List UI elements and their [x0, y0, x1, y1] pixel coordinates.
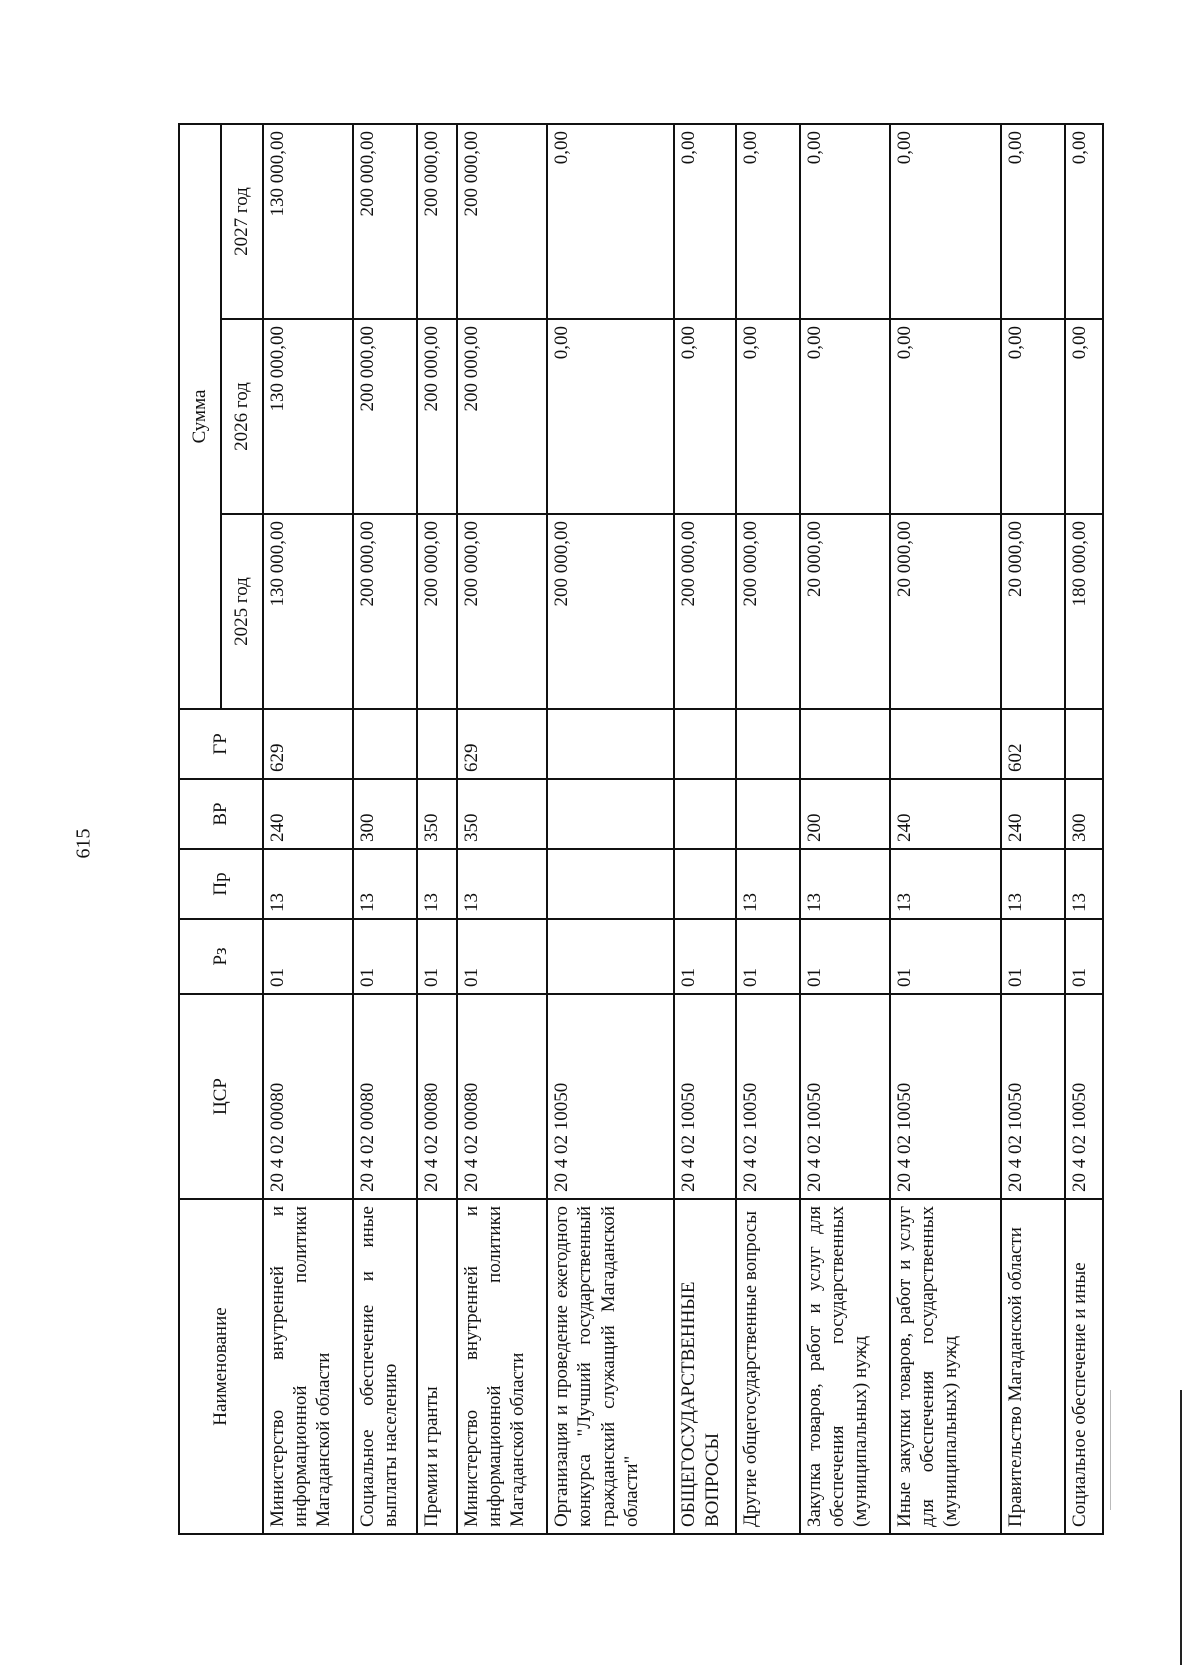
cell-rz: 01: [890, 919, 1001, 994]
cell-vr: 240: [890, 779, 1001, 849]
budget-table: [178, 123, 1104, 1535]
cell-csr: 20 4 02 00080: [417, 994, 457, 1199]
cell-gr: 629: [457, 709, 547, 779]
cell-y2027: 0,00: [674, 124, 736, 319]
cell-vr: 200: [800, 779, 890, 849]
cell-pr: [674, 849, 736, 919]
cell-y2025: 200 000,00: [353, 514, 417, 709]
scan-edge-line-faint: [1110, 1390, 1111, 1510]
cell-gr: [547, 709, 674, 779]
table-row: [547, 124, 674, 1534]
cell-y2026: 0,00: [547, 319, 674, 514]
cell-y2026: 0,00: [1001, 319, 1065, 514]
cell-gr: [800, 709, 890, 779]
cell-y2027: 0,00: [1065, 124, 1103, 319]
header-rz: Рз: [179, 919, 263, 994]
cell-csr: 20 4 02 00080: [457, 994, 547, 1199]
cell-rz: 01: [800, 919, 890, 994]
cell-rz: [547, 919, 674, 994]
cell-gr: [674, 709, 736, 779]
cell-y2027: 0,00: [800, 124, 890, 319]
cell-name: Правительство Магаданской области: [1001, 1199, 1065, 1534]
cell-vr: 350: [457, 779, 547, 849]
cell-y2025: 130 000,00: [263, 514, 353, 709]
cell-vr: [674, 779, 736, 849]
table-row: [800, 124, 890, 1534]
table-row: [457, 124, 547, 1534]
table-row: [263, 124, 353, 1534]
cell-csr: 20 4 02 10050: [736, 994, 800, 1199]
cell-y2027: 130 000,00: [263, 124, 353, 319]
cell-name: Министерство внутренней и информационной политики Магаданской области: [457, 1199, 547, 1534]
cell-name: Другие общегосударственные вопросы: [736, 1199, 800, 1534]
cell-gr: [353, 709, 417, 779]
cell-gr: [736, 709, 800, 779]
cell-y2027: 200 000,00: [457, 124, 547, 319]
header-sum: Сумма: [179, 124, 221, 709]
table-row: [1001, 124, 1065, 1534]
cell-rz: 01: [353, 919, 417, 994]
cell-csr: 20 4 02 10050: [800, 994, 890, 1199]
table-row: [1065, 124, 1103, 1534]
cell-csr: 20 4 02 10050: [890, 994, 1001, 1199]
cell-y2025: 20 000,00: [1001, 514, 1065, 709]
cell-y2026: 0,00: [1065, 319, 1103, 514]
cell-vr: 300: [353, 779, 417, 849]
cell-y2026: 200 000,00: [353, 319, 417, 514]
cell-rz: 01: [736, 919, 800, 994]
cell-pr: 13: [890, 849, 1001, 919]
cell-name: Министерство внутренней и информационной политики Магаданской области: [263, 1199, 353, 1534]
cell-pr: 13: [1065, 849, 1103, 919]
cell-pr: 13: [417, 849, 457, 919]
cell-name: Социальное обеспечение и иные: [1065, 1199, 1103, 1534]
cell-rz: 01: [674, 919, 736, 994]
header-csr: ЦСР: [179, 994, 263, 1199]
cell-y2026: 130 000,00: [263, 319, 353, 514]
cell-pr: 13: [263, 849, 353, 919]
cell-y2025: 180 000,00: [1065, 514, 1103, 709]
cell-gr: [417, 709, 457, 779]
cell-vr: 240: [1001, 779, 1065, 849]
cell-name: Организация и проведение ежегодного конкурса "Лучший государственный гражданский служащий Магаданской области": [547, 1199, 674, 1534]
header-name: Наименование: [179, 1199, 263, 1534]
cell-name: Закупка товаров, работ и услуг для обеспечения государственных (муниципальных) нужд: [800, 1199, 890, 1534]
cell-pr: 13: [800, 849, 890, 919]
cell-y2025: 200 000,00: [674, 514, 736, 709]
cell-csr: 20 4 02 00080: [263, 994, 353, 1199]
cell-y2025: 20 000,00: [890, 514, 1001, 709]
table-row: [890, 124, 1001, 1534]
cell-rz: 01: [417, 919, 457, 994]
header-gr: ГР: [179, 709, 263, 779]
cell-y2025: 200 000,00: [457, 514, 547, 709]
cell-y2026: 0,00: [800, 319, 890, 514]
cell-y2026: 0,00: [890, 319, 1001, 514]
cell-csr: 20 4 02 10050: [674, 994, 736, 1199]
scan-edge-line: [1180, 1390, 1182, 1665]
header-2027: 2027 год: [221, 124, 263, 319]
cell-pr: 13: [353, 849, 417, 919]
cell-y2026: 200 000,00: [457, 319, 547, 514]
cell-y2025: 200 000,00: [547, 514, 674, 709]
cell-y2026: 0,00: [674, 319, 736, 514]
cell-rz: 01: [457, 919, 547, 994]
table-row: [353, 124, 417, 1534]
cell-pr: 13: [736, 849, 800, 919]
cell-vr: 240: [263, 779, 353, 849]
cell-vr: [736, 779, 800, 849]
cell-y2025: 20 000,00: [800, 514, 890, 709]
header-pr: Пр: [179, 849, 263, 919]
cell-gr: 629: [263, 709, 353, 779]
table-row: [736, 124, 800, 1534]
cell-pr: 13: [457, 849, 547, 919]
cell-gr: 602: [1001, 709, 1065, 779]
cell-y2027: 200 000,00: [353, 124, 417, 319]
cell-y2026: 200 000,00: [417, 319, 457, 514]
cell-y2026: 0,00: [736, 319, 800, 514]
cell-csr: 20 4 02 10050: [1001, 994, 1065, 1199]
cell-y2027: 0,00: [1001, 124, 1065, 319]
page-number: 615: [72, 828, 95, 859]
table-row: [417, 124, 457, 1534]
cell-pr: [547, 849, 674, 919]
cell-name: ОБЩЕГОСУДАРСТВЕННЫЕ ВОПРОСЫ: [674, 1199, 736, 1534]
header-vr: ВР: [179, 779, 263, 849]
cell-name: Иные закупки товаров, работ и услуг для обеспечения государственных (муниципальных) нужд: [890, 1199, 1001, 1534]
cell-csr: 20 4 02 10050: [547, 994, 674, 1199]
cell-y2025: 200 000,00: [417, 514, 457, 709]
cell-rz: 01: [263, 919, 353, 994]
header-2025: 2025 год: [221, 514, 263, 709]
cell-pr: 13: [1001, 849, 1065, 919]
cell-name: Премии и гранты: [417, 1199, 457, 1534]
cell-y2027: 0,00: [890, 124, 1001, 319]
rotated-table-stage: [178, 125, 1104, 1535]
cell-rz: 01: [1001, 919, 1065, 994]
cell-y2027: 0,00: [736, 124, 800, 319]
cell-rz: 01: [1065, 919, 1103, 994]
cell-y2025: 200 000,00: [736, 514, 800, 709]
cell-csr: 20 4 02 00080: [353, 994, 417, 1199]
header-2026: 2026 год: [221, 319, 263, 514]
cell-vr: 300: [1065, 779, 1103, 849]
cell-csr: 20 4 02 10050: [1065, 994, 1103, 1199]
cell-y2027: 0,00: [547, 124, 674, 319]
cell-name: Социальное обеспечение и иные выплаты населению: [353, 1199, 417, 1534]
table-row: [674, 124, 736, 1534]
cell-gr: [890, 709, 1001, 779]
cell-vr: 350: [417, 779, 457, 849]
cell-vr: [547, 779, 674, 849]
cell-y2027: 200 000,00: [417, 124, 457, 319]
cell-gr: [1065, 709, 1103, 779]
